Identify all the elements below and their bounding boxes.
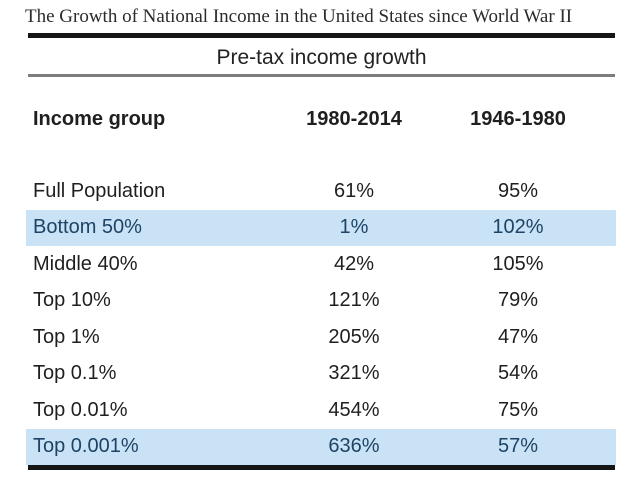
- value-1946-1980: 57%: [497, 435, 539, 458]
- value-1946-1980: 54%: [497, 362, 539, 385]
- value-1946-1980: 102%: [492, 216, 544, 239]
- value-1980-2014: 636%: [328, 435, 380, 458]
- row-label: Top 0.1%: [33, 362, 117, 385]
- row-label: Middle 40%: [33, 252, 138, 275]
- value-1946-1980: 79%: [497, 289, 539, 312]
- row-label: Bottom 50%: [33, 216, 142, 239]
- row-label: Full Population: [33, 179, 166, 202]
- table-subtitle: Pre-tax income growth: [216, 46, 427, 69]
- row-label: Top 0.01%: [33, 398, 128, 421]
- table-row: [26, 319, 616, 356]
- bottom-rule: [28, 465, 615, 470]
- value-1980-2014: 1%: [339, 216, 369, 239]
- table-row-highlighted: [26, 210, 616, 247]
- value-1946-1980: 75%: [497, 398, 539, 421]
- value-1980-2014: 205%: [328, 325, 380, 348]
- value-1946-1980: 47%: [497, 325, 539, 348]
- column-header-1980-2014: 1980-2014: [306, 107, 402, 130]
- table-row: [26, 392, 616, 429]
- table-row-highlighted: [26, 429, 616, 466]
- value-1946-1980: 95%: [497, 179, 539, 202]
- value-1946-1980: 105%: [492, 252, 544, 275]
- value-1980-2014: 42%: [333, 252, 375, 275]
- value-1980-2014: 61%: [333, 179, 375, 202]
- row-label: Top 0.001%: [33, 435, 139, 458]
- value-1980-2014: 454%: [328, 398, 380, 421]
- table-body: [26, 173, 616, 465]
- value-1980-2014: 321%: [328, 362, 380, 385]
- row-label: Top 10%: [33, 289, 111, 312]
- row-label: Top 1%: [33, 325, 100, 348]
- table-row: [26, 283, 616, 320]
- subtitle-rule: [28, 74, 615, 77]
- top-rule: [28, 33, 615, 38]
- value-1980-2014: 121%: [328, 289, 380, 312]
- table-row: [26, 246, 616, 283]
- table-header-row: [26, 104, 616, 134]
- table-row: [26, 173, 616, 210]
- table-row: [26, 356, 616, 393]
- figure-title: The Growth of National Income in the United States since World War II: [25, 6, 573, 27]
- column-header-1946-1980: 1946-1980: [470, 107, 566, 130]
- column-header-income-group: Income group: [33, 107, 166, 130]
